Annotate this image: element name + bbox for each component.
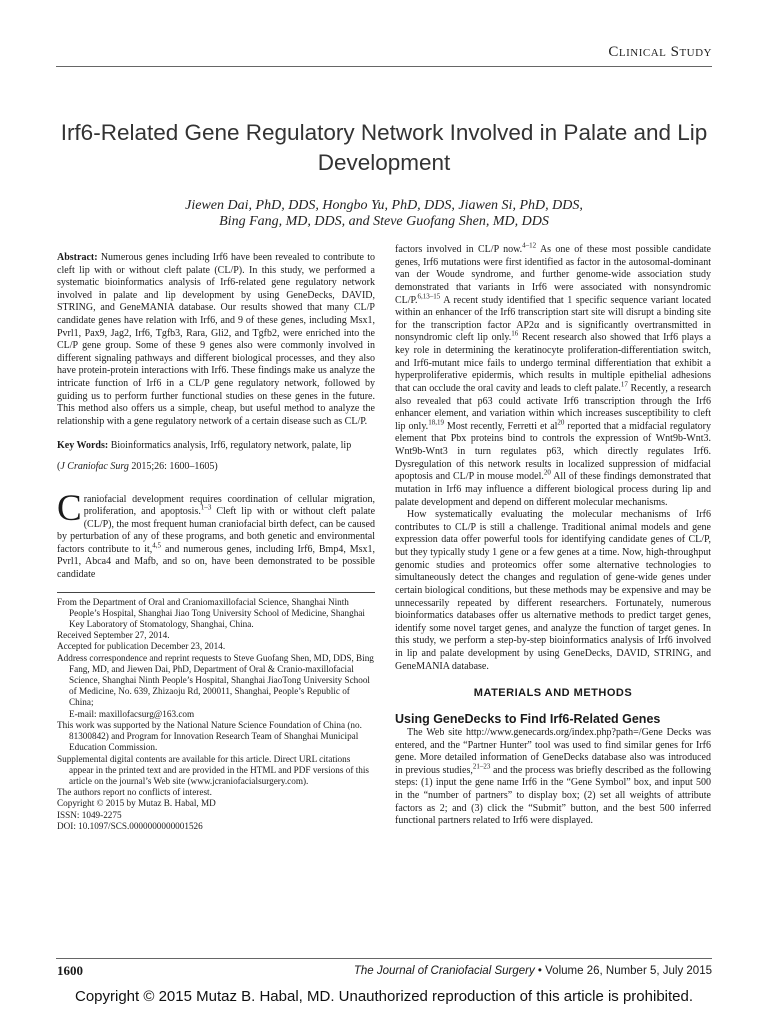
- p1-text-b: As one of these most possible candidate genes, Irf6 mutations were first identified as factor in the autosomal-dominant van der Woude syndrome, and further genome-wide association study demonstrated that variants in Irf6 were associated with nonsyndromic CL/P.: [395, 244, 711, 306]
- abstract-text: Numerous genes including Irf6 have been revealed to contribute to cleft lip with or without cleft palate (CL/P). In this study, we performed a systematic bioinformatics analysis of Irf6-related gene regulatory network involved in palate and lip development by using GeneDecks, DAVID, STRING, and GeneMANIA database. Our results showed that many CL/P candidate genes have relation with Irf6, and 9 of these genes, including Msx1, Pvrl1, Pax9, Jag2, Irf6, Tgfb3, Rara, Gli2, and Tgfb2, were enriched into the CL/P gene group. Some of these 9 genes also were commonly involved in different signaling pathways and different biological processes, and they also have protein-protein interactions with Irf6. These findings make us analyze the intricate function of Irf6 in a CL/P gene regulatory network, followed by guiding us to perform further functional studies on these genes in the future. This method also offers us a simple, cheap, but useful method to analyze the relationship with a gene regulatory network of a certain disease such as CL/P.: [57, 252, 375, 427]
- footnote-issn: ISSN: 1049-2275: [57, 809, 122, 820]
- p1-text-d: Recent research also showed that Irf6 plays a key role in determining the keratinocyte proliferation-differentiation switch, and Irf6-mutant mice fails to undergo terminal differentiation that exhibit a hyperproliferative epidermis, which results in multiple epithelial adhesions that can occlude the oral cavity and leads to cleft palate.: [395, 332, 711, 394]
- drop-cap: C: [57, 487, 82, 529]
- keywords-label: Key Words:: [57, 440, 109, 452]
- author-line-1: Jiewen Dai, PhD, DDS, Hongbo Yu, PhD, DDS, Jiawen Si, PhD, DDS,: [185, 198, 583, 213]
- intro-text-3: and numerous genes, including Irf6, Bmp4, Msx1, Pvrl1, Abca4 and Mafb, and so on, have been demonstrated to be possible candidate: [57, 543, 375, 581]
- footnotes: [57, 597, 375, 832]
- intro-paragraph: [57, 487, 376, 582]
- ref: 21–23: [472, 762, 491, 771]
- left-column: [57, 252, 375, 832]
- footnote-correspondence: Address correspondence and reprint requests to Steve Guofang Shen, MD, DDS, Bing Fang, MD, and Jiewen Dai, PhD, Department of Oral & Cranio-maxillofacial Science, Shanghai Ninth People’s Hospital, Shanghai JiaoTong University School of Medicine, No. 639, Zhizaoju Rd, 200011, Shanghai, People’s Republic of China;: [57, 652, 374, 708]
- p1-text-e: Recently, a research also revealed that p63 could activate Irf6 transcription through the Irf6 enhancer element, and variation within which increases susceptibility to cleft lip only.: [395, 382, 712, 432]
- footer-rule: [56, 958, 712, 959]
- article-title: Irf6-Related Gene Regulatory Network Involved in Palate and Lip Development: [60, 120, 708, 175]
- citation-journal: J Craniofac Surg: [60, 460, 129, 472]
- p3-text-b: and the process was briefly described as the following steps: (1) input the gene name Irf6 in the “Gene Symbol” box, and input 500 in the “number of partners” to display box; (2) set all weights of attribute factors as 2; and (3) click the “Submit” button, and the best 500 inferred functional partners related to Irf6 were displayed.: [395, 764, 711, 827]
- author-line-2: Bing Fang, MD, DDS, and Steve Guofang Shen, MD, DDS: [219, 214, 549, 229]
- genedecks-subheading: Using GeneDecks to Find Irf6-Related Genes: [395, 711, 661, 726]
- keywords-text: Bioinformatics analysis, Irf6, regulatory network, palate, lip: [110, 440, 352, 452]
- p1-text-g: reported that a midfacial regulatory element that Pbx proteins bind to controls the expression of Wnt9b-Wnt3. Wnt9b-Wnt3 in turn regulates p63, which directly regulates Irf6. Dysregulation of this network results in localized suppression of midfacial apoptosis and CL/P in mouse model.: [395, 420, 711, 483]
- ref: 20: [557, 418, 565, 427]
- citation-details: 2015;26: 1600–1605): [131, 460, 218, 472]
- citation: [57, 461, 375, 474]
- p3-text-a: The Web site http://www.genecards.org/index.php?path=/Gene Decks was entered, and the “Partner Hunter” tool was used to find similar genes for Irf6 gene. More detailed information of GeneDecks database also was introduced in previous studies,: [395, 726, 711, 776]
- author-list: [56, 198, 712, 230]
- footnote-accepted: Accepted for publication December 23, 2014.: [57, 641, 226, 652]
- p1-text-f: Most recently, Ferretti et al: [443, 420, 558, 432]
- journal-footer: [354, 965, 712, 977]
- ref: 4–12: [522, 241, 537, 250]
- abstract: [57, 252, 375, 428]
- intro-continued-paragraph: [395, 241, 712, 509]
- footnote-email[interactable]: E-mail: maxillofacsurg@163.com: [69, 708, 195, 719]
- page-number: 1600: [57, 963, 83, 978]
- p1-text-a: factors involved in CL/P now.: [395, 244, 523, 255]
- section-label: Clinical Study: [608, 44, 712, 60]
- right-column: [395, 241, 712, 828]
- citation-open: (: [57, 460, 61, 472]
- ref: 16: [511, 330, 519, 339]
- journal-name: The Journal of Craniofacial Surgery: [353, 965, 535, 977]
- abstract-paragraph: [57, 252, 375, 428]
- intro-text-1: raniofacial development requires coordination of cellular migration, proliferation, and apoptosis.: [83, 493, 375, 518]
- p1-text-h: All of these findings demonstrated that mutation in Irf6 may influence a different biological process during lip and palate development and depend on different molecular mechanisms.: [395, 471, 711, 508]
- abstract-label: Abstract:: [57, 252, 98, 263]
- ref-2: 4,5: [152, 541, 162, 550]
- intro-text-2: Cleft lip with or without cleft palate (CL/P), the most frequent human craniofacial birth defect, can be caused by perturbation of any of these programs, and both genetic and environmental factors contribute to it,: [57, 506, 376, 555]
- footnote-rule: [57, 592, 375, 593]
- journal-issue: • Volume 26, Number 5, July 2015: [534, 965, 712, 977]
- copyright-notice: Copyright © 2015 Mutaz B. Habal, MD. Unauthorized reproduction of this article is prohibited.: [74, 988, 694, 1005]
- p1-text-c: A recent study identified that 1 specific sequence variant located within an enhancer of the Irf6 transcription start site will disrupt a binding site for the transcription factor AP2α and is significantly overtransmitted in nonsyndromic cleft lip only.: [395, 294, 711, 344]
- ref-1: 1–3: [200, 503, 212, 512]
- ref: 17: [620, 380, 628, 389]
- footnote-conflicts: The authors report no conflicts of interest.: [57, 787, 212, 798]
- footnote-doi[interactable]: DOI: 10.1097/SCS.0000000000001526: [57, 820, 203, 831]
- footnote-funding: This work was supported by the National Nature Science Foundation of China (no. 81300842) and Program for Innovation Research Team of Shanghai Municipal Education Commission.: [57, 719, 362, 753]
- footnote-received: Received September 27, 2014.: [57, 630, 170, 641]
- footnote-supplemental: Supplemental digital contents are available for this article. Direct URL citations appear in the printed text and are provided in the HTML and PDF versions of this article on the journal’s Web site (www.jcraniofacialsurgery.com).: [57, 753, 369, 786]
- ref: 20: [543, 468, 551, 477]
- header-rule: [56, 66, 712, 67]
- ref: 18,19: [428, 418, 444, 427]
- ref: 6,13–15: [417, 292, 441, 301]
- keywords: [57, 440, 375, 453]
- methods-heading: MATERIALS AND METHODS: [473, 687, 633, 700]
- footnote-affiliation: From the Department of Oral and Craniomaxillofacial Science, Shanghai Ninth People’s Hospital, Shanghai Jiao Tong University School of Medicine, Shanghai Key Laboratory of Stomatology, Shanghai, China.: [57, 596, 365, 630]
- intro-second-paragraph: How systematically evaluating the molecular mechanisms of Irf6 contributes to CL/P is still a challenge. Traditional animal models and gene expression data offer powerful tools for identifying candidate genes of CL/P, but they typically study 1 gene or a few genes at a time. Now, high-throughput genomic studies and proteomics offer some alternative technologies to simultaneously detect the changes and regulation of gene-wide genes under certain biological conditions, but these methods may be expensive and may be unnecessarily repeated by different researchers. Fortunately, numerous bioinformatics databases offer us alternative methods to predict target genes, identify some novel target genes, and analyze the function of target genes. In this study, we perform a step-by-step bioinformatics analysis of Irf6 involved in lip and palate development by using GeneDecks, DAVID, STRING, and GeneMANIA database.: [395, 509, 711, 672]
- genedecks-paragraph: [395, 727, 711, 828]
- footnote-copyright: Copyright © 2015 by Mutaz B. Habal, MD: [57, 798, 216, 809]
